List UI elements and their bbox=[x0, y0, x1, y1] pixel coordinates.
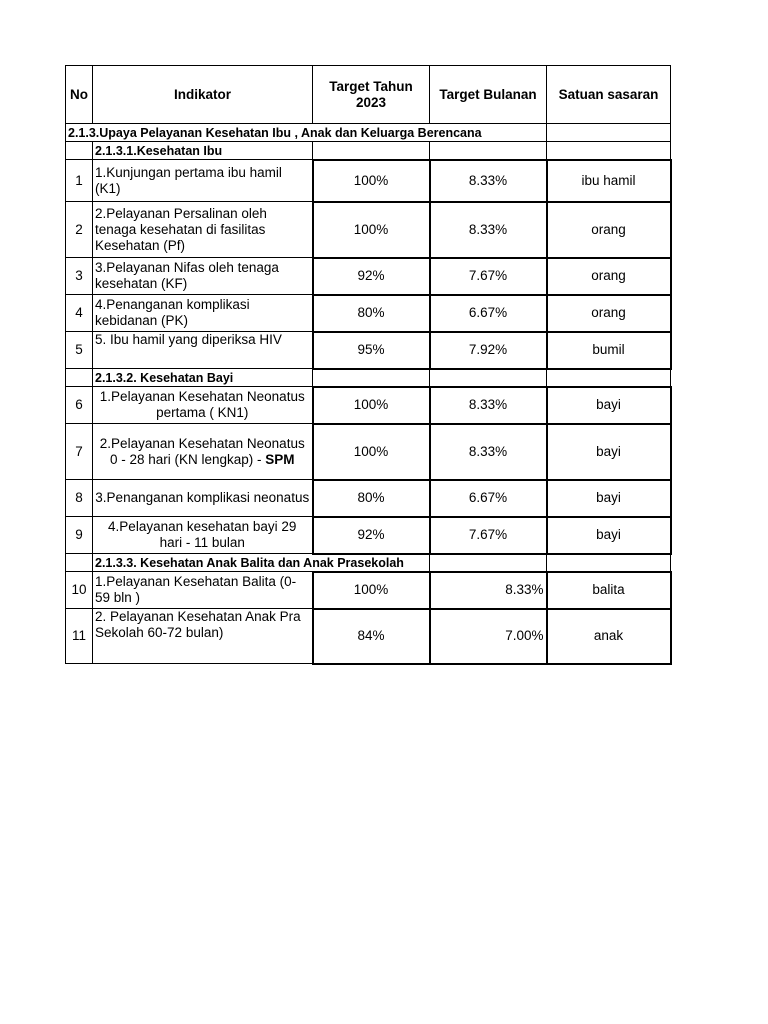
header-target-tahun: Target Tahun 2023 bbox=[313, 66, 430, 124]
row-satuan: bayi bbox=[547, 517, 671, 554]
row-target-tahun: 100% bbox=[313, 387, 430, 424]
table-row bbox=[66, 332, 671, 369]
row-target-tahun: 92% bbox=[313, 517, 430, 554]
row-no: 4 bbox=[66, 295, 93, 332]
table-row bbox=[66, 258, 671, 295]
table-row bbox=[66, 295, 671, 332]
row-target-bulanan: 6.67% bbox=[430, 480, 547, 517]
section-row bbox=[66, 124, 671, 142]
row-indikator: 5. Ibu hamil yang diperiksa HIV bbox=[93, 332, 313, 369]
table-row bbox=[66, 424, 671, 480]
row-satuan: balita bbox=[547, 572, 671, 609]
row-no: 3 bbox=[66, 258, 93, 295]
header-row bbox=[66, 66, 671, 124]
row-satuan: orang bbox=[547, 295, 671, 332]
row-no: 1 bbox=[66, 160, 93, 202]
row-no: 9 bbox=[66, 517, 93, 554]
row-target-bulanan: 7.92% bbox=[430, 332, 547, 369]
row-target-bulanan: 7.67% bbox=[430, 258, 547, 295]
row-satuan: bumil bbox=[547, 332, 671, 369]
subsection-title: 2.1.3.1.Kesehatan Ibu bbox=[93, 142, 313, 160]
row-no: 6 bbox=[66, 387, 93, 424]
row-indikator bbox=[93, 424, 313, 480]
row-no: 8 bbox=[66, 480, 93, 517]
header-target-bulanan: Target Bulanan bbox=[430, 66, 547, 124]
header-satuan: Satuan sasaran bbox=[547, 66, 671, 124]
subsection-row bbox=[66, 554, 671, 572]
row-indikator: 3.Pelayanan Nifas oleh tenaga kesehatan (KF) bbox=[93, 258, 313, 295]
row-target-tahun: 80% bbox=[313, 480, 430, 517]
subsection-row bbox=[66, 369, 671, 387]
row-indikator-text: 2.Pelayanan Kesehatan Neonatus 0 - 28 hari (KN lengkap) - bbox=[99, 435, 305, 467]
row-satuan: orang bbox=[547, 258, 671, 295]
section-title: 2.1.3.Upaya Pelayanan Kesehatan Ibu , Anak dan Keluarga Berencana bbox=[66, 124, 547, 142]
row-no: 7 bbox=[66, 424, 93, 480]
row-no: 11 bbox=[66, 609, 93, 664]
row-target-tahun: 84% bbox=[313, 609, 430, 664]
row-satuan: bayi bbox=[547, 480, 671, 517]
row-target-bulanan: 8.33% bbox=[430, 160, 547, 202]
row-indikator: 4.Pelayanan kesehatan bayi 29 hari - 11 bulan bbox=[93, 517, 313, 554]
table-row bbox=[66, 609, 671, 664]
subsection-row bbox=[66, 142, 671, 160]
header-indikator: Indikator bbox=[93, 66, 313, 124]
row-target-bulanan: 8.33% bbox=[430, 202, 547, 258]
row-target-tahun: 100% bbox=[313, 424, 430, 480]
row-target-bulanan: 7.00% bbox=[430, 609, 547, 664]
row-indikator: 2. Pelayanan Kesehatan Anak Pra Sekolah 60-72 bulan) bbox=[93, 609, 313, 664]
row-target-bulanan: 8.33% bbox=[430, 572, 547, 609]
row-target-tahun: 100% bbox=[313, 160, 430, 202]
row-target-tahun: 100% bbox=[313, 572, 430, 609]
indicator-table bbox=[65, 65, 672, 665]
row-no: 5 bbox=[66, 332, 93, 369]
row-target-tahun: 92% bbox=[313, 258, 430, 295]
table-row bbox=[66, 517, 671, 554]
row-target-bulanan: 6.67% bbox=[430, 295, 547, 332]
row-target-bulanan: 8.33% bbox=[430, 387, 547, 424]
row-target-bulanan: 8.33% bbox=[430, 424, 547, 480]
header-no: No bbox=[66, 66, 93, 124]
row-target-tahun: 80% bbox=[313, 295, 430, 332]
table-row bbox=[66, 480, 671, 517]
row-target-tahun: 95% bbox=[313, 332, 430, 369]
subsection-title: 2.1.3.2. Kesehatan Bayi bbox=[93, 369, 313, 387]
row-satuan: bayi bbox=[547, 424, 671, 480]
table-row bbox=[66, 387, 671, 424]
subsection-title: 2.1.3.3. Kesehatan Anak Balita dan Anak Prasekolah bbox=[93, 554, 430, 572]
row-indikator: 2.Pelayanan Persalinan oleh tenaga kesehatan di fasilitas Kesehatan (Pf) bbox=[93, 202, 313, 258]
table-row bbox=[66, 160, 671, 202]
row-satuan: bayi bbox=[547, 387, 671, 424]
row-target-tahun: 100% bbox=[313, 202, 430, 258]
row-indikator: 3.Penanganan komplikasi neonatus bbox=[93, 480, 313, 517]
row-satuan: orang bbox=[547, 202, 671, 258]
row-target-bulanan: 7.67% bbox=[430, 517, 547, 554]
table-row bbox=[66, 572, 671, 609]
row-indikator: 4.Penanganan komplikasi kebidanan (PK) bbox=[93, 295, 313, 332]
row-indikator: 1.Pelayanan Kesehatan Neonatus pertama ( KN1) bbox=[93, 387, 313, 424]
row-satuan: ibu hamil bbox=[547, 160, 671, 202]
table-row bbox=[66, 202, 671, 258]
row-satuan: anak bbox=[547, 609, 671, 664]
row-no: 10 bbox=[66, 572, 93, 609]
spm-label: SPM bbox=[265, 451, 295, 467]
row-indikator: 1.Kunjungan pertama ibu hamil (K1) bbox=[93, 160, 313, 202]
row-no: 2 bbox=[66, 202, 93, 258]
row-indikator: 1.Pelayanan Kesehatan Balita (0-59 bln ) bbox=[93, 572, 313, 609]
